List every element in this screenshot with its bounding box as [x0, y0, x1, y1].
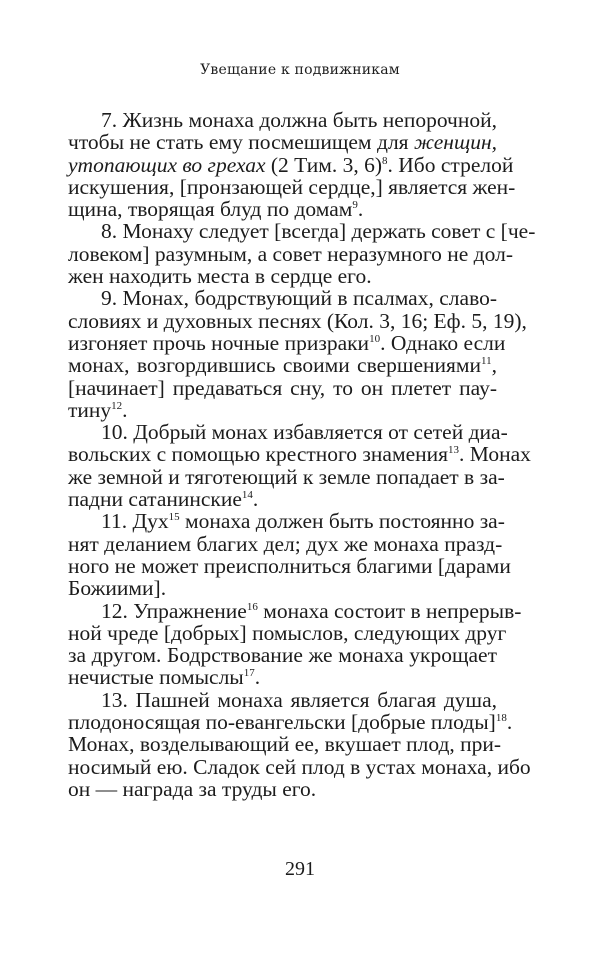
running-head: Увещание к подвижникам	[200, 62, 400, 78]
text-run: 7. Жизнь монаха должна быть непорочной,	[101, 108, 497, 132]
text-run: ,	[491, 353, 497, 378]
text-run: вольских с помощью крестного знамения	[68, 442, 449, 467]
text-run: он — награда за труды его.	[68, 776, 317, 801]
text-run: ловеком] разумным, а совет неразумного не дол-	[68, 241, 513, 266]
text-run: монаха должен быть постоянно за-	[179, 509, 505, 534]
text-run: словиях и духовных песнях (Кол. 3, 16; Еф. 5, 19),	[68, 308, 527, 333]
text-run: ной чреде [добрых] помыслов, следующих друг	[68, 620, 507, 645]
text-run: [начинает] предаваться сну, то он плетет пау-	[68, 375, 497, 400]
text-line	[68, 620, 507, 645]
text-run: . Монах	[459, 442, 531, 467]
text-run: за другом. Бодрствование же монаха укрощает	[68, 643, 497, 668]
text-line	[68, 287, 497, 309]
text-run: 13. Пашней монаха является благая душа,	[101, 687, 497, 712]
text-run: изгоняет прочь ночные призраки	[68, 330, 370, 355]
text-line	[68, 241, 513, 266]
text-run: 10. Добрый монах избавляется от сетей диа-	[101, 420, 508, 445]
text-run: .	[506, 710, 513, 735]
italic-quote: утопающих во грехах	[68, 152, 266, 177]
text-run: ного не может преисполниться благими [дарами	[68, 553, 511, 578]
text-run: .	[252, 487, 259, 512]
text-run: монах, возгордившись своими свершениями	[68, 353, 482, 378]
text-run: .	[254, 665, 261, 690]
text-line	[68, 377, 497, 399]
text-run: искушения, [пронзающей сердце,] является жен-	[68, 174, 516, 199]
text-line	[68, 442, 531, 467]
text-run: 9. Монах, бодрствующий в псалмах, славо-	[101, 286, 497, 311]
text-run: 8. Монаху следует [всегда] держать совет с [че-	[101, 219, 536, 244]
text-run: (2 Тим. 3, 6)	[265, 152, 383, 177]
text-run: . Ибо стрелой	[387, 152, 514, 177]
text-line	[68, 420, 508, 445]
text-line	[68, 710, 513, 735]
text-line	[68, 308, 527, 333]
text-run: плодоносящая по-евангельски [добрые плоды]	[68, 710, 496, 735]
paragraph-9	[68, 286, 527, 422]
page-number: 291	[285, 858, 315, 880]
text-line	[68, 577, 497, 599]
text-run: 12. Упражнение	[101, 598, 247, 623]
footnote-ref: 9	[352, 199, 358, 212]
text-run: падни сатанинские	[68, 487, 242, 512]
text-run: 11. Дух	[101, 509, 169, 534]
text-line	[68, 531, 503, 556]
text-line	[68, 265, 497, 287]
text-line	[68, 553, 511, 578]
text-run: тину	[68, 397, 112, 422]
text-line	[68, 399, 497, 421]
paragraph-12	[68, 598, 522, 690]
text-line	[68, 131, 497, 153]
text-line	[68, 174, 516, 199]
text-run: монаха состоит в непрерыв-	[257, 598, 522, 623]
footnote-ref: 14	[241, 489, 253, 502]
italic-quote: женщин,	[414, 130, 497, 155]
footnote-ref: 18	[495, 712, 507, 725]
footnote-ref: 13	[448, 444, 460, 457]
text-run: Монах, возделывающий ее, вкушает плод, при-	[68, 732, 502, 757]
text-line	[68, 754, 531, 779]
text-run: нят деланием благих дел; дух же монаха празд-	[68, 531, 503, 556]
paragraph-11	[68, 509, 511, 601]
text-line	[68, 330, 506, 355]
text-line	[68, 598, 522, 623]
footnote-ref: 10	[369, 332, 381, 345]
footnote-ref: 16	[246, 600, 258, 613]
footnote-ref: 8	[382, 154, 388, 167]
text-line	[68, 198, 497, 220]
text-line	[68, 488, 497, 510]
text-line	[68, 689, 497, 711]
paragraph-13	[68, 687, 531, 801]
text-run: же земной и тяготеющий к земле попадает в за-	[68, 464, 505, 489]
paragraph-7	[68, 108, 516, 222]
text-run: жен находить места в сердце его.	[68, 264, 372, 289]
text-line	[68, 644, 497, 666]
text-line	[68, 778, 497, 800]
text-line	[68, 464, 505, 489]
text-line	[68, 152, 514, 177]
footnote-ref: 17	[243, 667, 255, 680]
text-run: .	[122, 397, 128, 422]
text-run: носимый ею. Сладок сей плод в устах монаха, ибо	[68, 754, 531, 779]
text-run: нечистые помыслы	[68, 665, 244, 690]
text-line	[68, 219, 536, 244]
text-run: . Однако если	[380, 330, 506, 355]
text-run: .	[357, 197, 364, 222]
text-line	[68, 732, 502, 757]
text-line	[68, 354, 497, 376]
footnote-ref: 12	[111, 399, 123, 412]
text-run: Божиими].	[68, 576, 167, 601]
footnote-ref: 15	[168, 511, 180, 524]
footnote-ref: 11	[481, 355, 492, 368]
text-line	[68, 109, 497, 131]
paragraph-8	[68, 219, 536, 289]
text-run: щина, творящая блуд по домам	[68, 197, 353, 222]
text-run: чтобы не стать ему посмешищем для	[68, 130, 415, 155]
text-line	[68, 666, 497, 688]
text-line	[68, 509, 505, 534]
body-text	[68, 108, 536, 801]
paragraph-10	[68, 420, 531, 512]
